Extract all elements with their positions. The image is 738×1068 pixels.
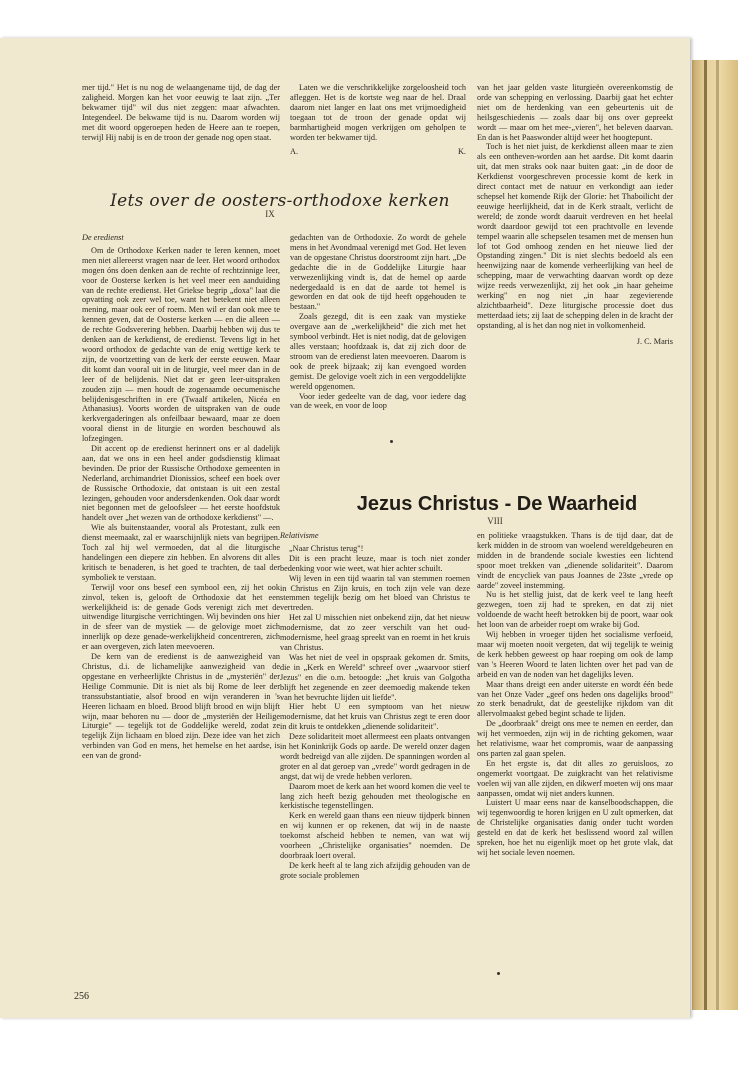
paragraph: De kern van de eredienst is de aanwezigheid van Christus, d.i. de lichamelijke aanwezigheid van de opgestane en verheerlijkte Christus in de „mysteriën" der Heilige Communie. Dit is niet als bij Rome de leer der transsubstantiatie, alsof brood en wijn veranderen in 's Heeren lichaam en bloed. Brood blijft brood en wijn blijft wijn, maar behoren nu — door de „mysteriën der Heilige Liturgie" — tegelijk tot de Goddelijke wereld, zodat ze tegelijk Zijn lichaam en bloed zijn. Deze idee van het zich verbinden van God en mens, het hemelse en het aardse, is een van de grond-: [82, 652, 280, 761]
section-number-viii: VIII: [487, 516, 503, 526]
paragraph: Luistert U maar eens naar de kanselboodschappen, die wij tegenwoordig te horen krijgen en U zult opmerken, dat de Christelijke organisaties danig onder tucht worden gesteld en dat de kerk het beslissend woord zal willen spreken, hoe het nu eigenlijk moet op het grote vlak, dat wij het sociale leven noemen.: [477, 798, 673, 857]
paragraph: De „doorbraak" dreigt ons mee te nemen en eerder, dan wij het vermoeden, zijn wij in de richting gekomen, waar het relativisme, waar het compromis, waar de aanpassing ons parten zal gaan spelen.: [477, 719, 673, 758]
article1-col-1: [82, 233, 280, 958]
paragraph: Hier hebt U een symptoom van het nieuw modernisme, dat het kruis van Christus zegt te eren door in dit kruis te ontdekken „dienende solidariteit".: [280, 702, 470, 732]
article2-col-2: [477, 531, 673, 961]
paragraph: Nu is het stellig juist, dat de kerk veel te lang heeft gezwegen, toen zij had te spreken, en dat zij niet voldoende de wacht heeft betrokken bij de poort, waar ook het loon van de arbeider roept om wrake bij God.: [477, 590, 673, 630]
paragraph: Daarom moet de kerk aan het woord komen die veel te lang zich heeft bezig gehouden met theologische en kerkistische tegenstellingen.: [280, 781, 470, 811]
article1-col-2: [290, 233, 466, 438]
next-page-edge: [692, 60, 738, 1010]
separator-dot: [390, 440, 393, 443]
article-title-jezus: Jezus Christus - De Waarheid: [356, 493, 638, 515]
paragraph: Kerk en wereld gaan thans een nieuw tijdperk binnen en wij kunnen er op rekenen, dat wij in de naaste toekomst afscheid hebben te nemen, van wat wij voorheen „Christelijke organisaties" noemden. De doorbraak loert overal.: [280, 811, 470, 860]
paragraph: De kerk heeft al te lang zich afzijdig gehouden van de grote sociale problemen: [280, 860, 470, 880]
top-col-2: [290, 83, 466, 173]
subheading-eredienst: De eredienst: [82, 233, 124, 242]
top-col-1: [82, 83, 280, 178]
paragraph: Was het niet de veel in opspraak gekomen dr. Smits, die in „Kerk en Wereld" schreef over „waarvoor stierf Jezus" en die o.m. betoogde: „het kruis van Golgotha blijft het zegenende en zeer deemoedig makende teken van het bevruchte lijden uit liefde".: [280, 652, 470, 702]
paragraph: van het jaar gelden vaste liturgieën overeenkomstig de orde van schepping en verlossing. Daarbij gaat het echter niet om de herdenking van een gebeurtenis uit de heilsgeschiedenis — zoals daar bij ons over gepreekt wordt — maar om het mee-„vieren", het beleven daarvan. En dan is het Paaswonder altijd weer het hoogtepunt.: [477, 83, 673, 142]
paragraph: Wij leven in een tijd waarin tal van stemmen roemen in Christus en Zijn kruis, en toch zijn vele van deze stemmen tegelijk bezig om het bloed van Christus te vertreden.: [280, 573, 470, 613]
signature-row: [290, 147, 466, 157]
article2-col-1: [280, 531, 470, 961]
signature-k: K.: [457, 147, 466, 157]
signature-maris: J. C. Maris: [636, 336, 673, 346]
paragraph: en politieke vraagstukken. Thans is de tijd daar, dat de kerk midden in de stroom van woelend wereldgebeuren en midden in de brandende sociale kwesties een lichtend spoor moet trekken van „dienende solidariteit". Daarom vindt de encycliek van paus Joannes de 23ste „vrede op aarde" zoveel instemming.: [477, 531, 673, 590]
signature-a: A.: [290, 147, 299, 157]
paragraph: Wie als buitenstaander, vooral als Protestant, zulk een dienst meemaakt, zal er waarschijnlijk niets van begrijpen. Toch zal hij wel vermoeden, dat al die liturgische handelingen een diepere zin hebben. En alvorens dit alles kritisch te benaderen, is het goed te trachten, de taal der symboliek te verstaan.: [82, 523, 280, 582]
paragraph: Dit is een pracht leuze, maar is toch niet zonder bedenking voor wie weet, wat hier achter schuilt.: [280, 553, 470, 573]
paragraph: En het ergste is, dat dit alles zo geruisloos, zo ongemerkt voortgaat. De zuigkracht van het relativisme voelen wij van alle zijden, en dikwerf moeten wij ons maar aanpassen, omdat wij niet anders kunnen.: [477, 758, 673, 798]
paragraph: „Naar Christus terug"!: [289, 543, 364, 553]
separator-dot: [497, 972, 500, 975]
section-number-ix: IX: [265, 209, 275, 219]
paragraph: Voor ieder gedeelte van de dag, voor iedere dag van de week, en voor de loop: [290, 391, 466, 411]
paragraph: Het zal U misschien niet onbekend zijn, dat het nieuw modernisme, dat zo zeer verschilt van het oud-modernisme, heel graag spreekt van en roemt in het kruis van Christus.: [280, 613, 470, 652]
paragraph: Dit accent op de eredienst herinnert ons er al dadelijk aan, dat we ons in een heel ander godsdienstig klimaat bevinden. De prior der Russische Orthodoxe gemeenten in Nederland, archimandriet Dionissios, scheef een boek over de Russische Orthodoxie, dat ontstaan is uit een zestal lezingen, gehouden voor andersdenkenden. Ook daar wordt niet begonnen met de geloofsleer — het eerste hoofdstuk handelt over „het wezen van de orthodoxe kerkdienst" —.: [82, 444, 280, 523]
paragraph: gedachten van de Orthodoxie. Zo wordt de gehele mens in het Avondmaal verenigd met God. Het leven van de opgestane Christus doorstroomt zijn hart. „De gedachte die in de Goddelijke Liturgie haar verwezenlijking vindt is, dat de hemel op aarde nedergedaald is en dat de aarde tot hemel is geworden en dat ook de tijd heeft opgehouden te bestaan.": [290, 233, 466, 312]
paragraph: Wij hebben in vroeger tijden het socialisme verfoeid, maar wij moeten nooit vergeten, dat wij tegelijk te weinig de kerk hebben geweest op haar roeping om ook de lamp van 's Heeren Woord te laten lichten over het pad van de arbeid en van de noden van het dagelijks leven.: [477, 630, 673, 679]
paragraph: Deze solidariteit moet allermeest een plaats ontvangen in het Koninkrijk Gods op aarde. De wereld onzer dagen wordt bedreigd van alle zijden. De spanningen worden al groter en al dat geroep van „vrede" wordt gedragen in de angst, dat wij de vrede hebben verloren.: [280, 732, 470, 781]
paragraph: Laten we die verschrikkelijke zorgeloosheid toch afleggen. Het is de kortste weg naar de hel. Draal daarom niet langer en laat ons met vrijmoedigheid toegaan tot de troon der genade opdat wij barmhartigheid mogen verkrijgen om geholpen te worden ter bekwamer tijd.: [290, 83, 466, 142]
magazine-page: [0, 38, 690, 1018]
paragraph: Toch is het niet juist, de kerkdienst alleen maar te zien als een ontheven-worden aan het aardse. Dit komt daarin uit, dat men straks ook naar buiten gaat: „in de door de Kerkdienst voorgeschreven processie komt de kerk in direct contact met de natuur en verkondigt aan ieder schepsel het komende Rijk der Glorie: het Thaboilicht der eeuwige heerlijkheid, dat in de Kerk straalt, verlicht de wereld; de zonde wordt daaruit verdreven en het heelal wordt daardoor gewijd tot een prachtvolle en levende tempel waarin alle schepselen tesamen met de mensen hun lof tot God omhoog zenden en het nieuwe lied der Opstanding zingen." Dit is niet slechts bedoeld als een heenwijzing naar de komende verheerlijking van heel de schepping, maar de verwachting daarvan wordt op deze wijze reeds verwezenlijkt, zij het ook „in haar geheime werking" en nog niet „in haar zegevierende alzichtbaarheid". Deze liturgische processie doet dus metterdaad iets; zij laat de schepping delen in de kracht der opstanding, al is het dan nog niet in volkomenheid.: [477, 142, 673, 330]
paragraph: mer tijd." Het is nu nog de welaangename tijd, de dag der zaligheid. Morgen kan het voor eeuwig te laat zijn. „Ter bekwamer tijd" wil dus niet zeggen: maar afwachten. Integendeel. De bekwame tijd is nu. Daarom worden wij met dit woord opgeroepen heden de Heere aan te roepen, terwijl Hij nabij is en de troon der genade nog open staat.: [82, 83, 280, 142]
paragraph: Zoals gezegd, dit is een zaak van mystieke overgave aan de „werkelijkheid" die zich met het symbool verbindt. Het is niet nodig, dat de gelovigen alles verstaan; hoofdzaak is, dat zij zich door de stroom van de eredienst laten meevoeren. Daarom is ook de preek bijzaak; zij kan evengoed worden gemist. De gelovige voelt zich in een vergoddelijkte wereld opgenomen.: [290, 312, 466, 391]
page-number: 256: [74, 991, 89, 1002]
top-col-3: [477, 83, 673, 458]
paragraph: Om de Orthodoxe Kerken nader te leren kennen, moet men niet allereerst vragen naar de leer. Het woord orthodox mogen óns doen denken aan de rechte of rechtzinnige leer, voor de Oosterse kerken is het veel meer een aanduiding van de rechte eredienst. Het Griekse begrip „doxa" laat die opvatting ook zeer wel toe, want het betekent niet alleen mening, maar ook eer of roem. Men wil er dan ook mee te kennen geven, dat de Oosterse kerken — en die alleen — de rechte Godsverering hebben. Daarbij hebben wij dus te denken aan de kerkdienst, de eredienst. Tevens ligt in het woord orthodox de gedachte van de enig wettige kerk te zijn, de voortzetting van de kerk der eerste eeuwen. Maar dit komt dan vooral uit in de liturgie, veel meer dan in de leer of de belijdenis. Niet dat er geen leer-uitspraken zouden zijn — men houdt de zogenaamde oecumenische belijdenisgeschriften in ere (Twaalf artikelen, Nicéa en Athanasius). Voorts worden de uitspraken van de oude kerkvergaderingen als onfeilbaar bewaard, maar ze doen vooral dienst in de liturgie en worden beschouwd als lofzegingen.: [82, 245, 280, 444]
paragraph: Maar thans dreigt een ander uiterste en wordt één bede van het Onze Vader „geef ons heden ons dagelijks brood" zo sterk benadrukt, dat de geestelijke rijkdom van dit allervolmaakst gebed begint schade te lijden.: [477, 679, 673, 719]
subheading-relativisme: Relativisme: [280, 531, 319, 540]
article-title-orthodox: Iets over de oosters-orthodoxe kerken: [110, 191, 450, 211]
paragraph: Terwijl voor ons besef een symbool een, zij het ook zinvol, teken is, gelooft de Orthodoxie dat het een werkelijkheid is: de genade Gods verenigt zich met de uitwendige liturgische verrichtingen. Wij bevinden ons hier in de sfeer van de mystiek — de gelovige moet zich innerlijk op deze genade-werkelijkheid concentreren, zich er aan overgeven, zich laten meevoeren.: [82, 582, 280, 652]
